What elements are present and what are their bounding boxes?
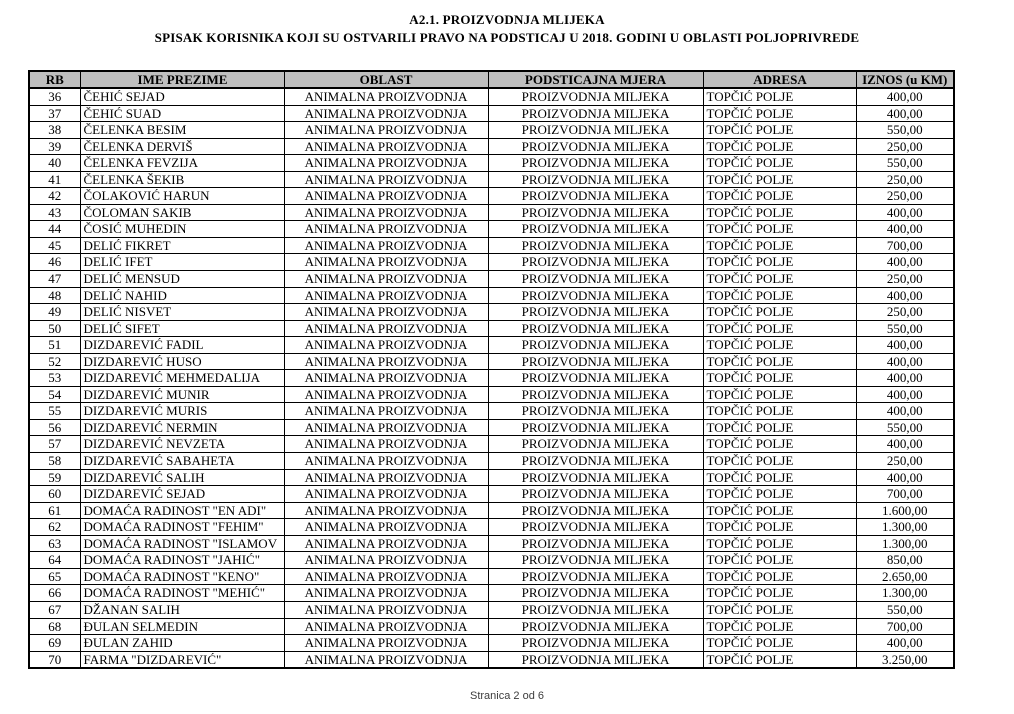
column-header-iznos: IZNOS (u KM) [856, 71, 954, 88]
cell-adresa: TOPČIĆ POLJE [703, 469, 856, 486]
table-row [29, 585, 954, 602]
cell-iznos: 550,00 [856, 419, 954, 436]
cell-adresa: TOPČIĆ POLJE [703, 337, 856, 354]
cell-rb: 70 [29, 651, 80, 668]
cell-adresa: TOPČIĆ POLJE [703, 651, 856, 668]
cell-iznos: 1.300,00 [856, 535, 954, 552]
cell-mjera: PROIZVODNJA MILJEKA [488, 287, 703, 304]
cell-oblast: ANIMALNA PROIZVODNJA [284, 601, 488, 618]
cell-name: ĐULAN SELMEDIN [80, 618, 284, 635]
cell-rb: 66 [29, 585, 80, 602]
cell-rb: 49 [29, 304, 80, 321]
cell-adresa: TOPČIĆ POLJE [703, 171, 856, 188]
cell-rb: 37 [29, 105, 80, 122]
cell-oblast: ANIMALNA PROIZVODNJA [284, 568, 488, 585]
column-header-adresa: ADRESA [703, 71, 856, 88]
table-row [29, 502, 954, 519]
cell-oblast: ANIMALNA PROIZVODNJA [284, 337, 488, 354]
cell-name: DELIĆ IFET [80, 254, 284, 271]
cell-rb: 48 [29, 287, 80, 304]
cell-mjera: PROIZVODNJA MILJEKA [488, 105, 703, 122]
cell-rb: 51 [29, 337, 80, 354]
cell-oblast: ANIMALNA PROIZVODNJA [284, 651, 488, 668]
cell-iznos: 400,00 [856, 254, 954, 271]
cell-rb: 41 [29, 171, 80, 188]
cell-mjera: PROIZVODNJA MILJEKA [488, 651, 703, 668]
cell-name: DELIĆ SIFET [80, 320, 284, 337]
cell-iznos: 250,00 [856, 304, 954, 321]
cell-rb: 47 [29, 271, 80, 288]
cell-adresa: TOPČIĆ POLJE [703, 221, 856, 238]
cell-rb: 38 [29, 122, 80, 139]
cell-name: ČOLOMAN SAKIB [80, 204, 284, 221]
table-row [29, 469, 954, 486]
cell-rb: 68 [29, 618, 80, 635]
cell-adresa: TOPČIĆ POLJE [703, 353, 856, 370]
cell-name: ČELENKA FEVZIJA [80, 155, 284, 172]
cell-rb: 44 [29, 221, 80, 238]
table-row [29, 419, 954, 436]
cell-rb: 50 [29, 320, 80, 337]
cell-adresa: TOPČIĆ POLJE [703, 88, 856, 105]
table-row [29, 370, 954, 387]
cell-adresa: TOPČIĆ POLJE [703, 535, 856, 552]
cell-name: ČEHIĆ SUAD [80, 105, 284, 122]
cell-name: DŽANAN SALIH [80, 601, 284, 618]
table-row [29, 568, 954, 585]
cell-adresa: TOPČIĆ POLJE [703, 237, 856, 254]
cell-name: DIZDAREVIĆ SALIH [80, 469, 284, 486]
cell-mjera: PROIZVODNJA MILJEKA [488, 519, 703, 536]
cell-iznos: 1.300,00 [856, 519, 954, 536]
cell-oblast: ANIMALNA PROIZVODNJA [284, 171, 488, 188]
cell-oblast: ANIMALNA PROIZVODNJA [284, 138, 488, 155]
cell-oblast: ANIMALNA PROIZVODNJA [284, 453, 488, 470]
cell-adresa: TOPČIĆ POLJE [703, 419, 856, 436]
cell-adresa: TOPČIĆ POLJE [703, 519, 856, 536]
table-row [29, 486, 954, 503]
table-row [29, 403, 954, 420]
cell-oblast: ANIMALNA PROIZVODNJA [284, 287, 488, 304]
document-subtitle: SPISAK KORISNIKA KOJI SU OSTVARILI PRAVO NA PODSTICAJ U 2018. GODINI U OBLASTI POLJOPRIVREDE [154, 30, 860, 45]
cell-oblast: ANIMALNA PROIZVODNJA [284, 271, 488, 288]
cell-mjera: PROIZVODNJA MILJEKA [488, 419, 703, 436]
table-body [29, 88, 954, 668]
page-number: Stranica 2 od 6 [470, 690, 544, 702]
cell-iznos: 400,00 [856, 469, 954, 486]
cell-iznos: 3.250,00 [856, 651, 954, 668]
table-row [29, 353, 954, 370]
cell-oblast: ANIMALNA PROIZVODNJA [284, 370, 488, 387]
cell-name: ČEHIĆ SEJAD [80, 88, 284, 105]
cell-name: DOMAĆA RADINOST "KENO" [80, 568, 284, 585]
cell-adresa: TOPČIĆ POLJE [703, 486, 856, 503]
cell-name: DOMAĆA RADINOST "MEHIĆ" [80, 585, 284, 602]
table-row [29, 320, 954, 337]
cell-oblast: ANIMALNA PROIZVODNJA [284, 320, 488, 337]
cell-iznos: 400,00 [856, 204, 954, 221]
cell-name: DIZDAREVIĆ FADIL [80, 337, 284, 354]
cell-adresa: TOPČIĆ POLJE [703, 287, 856, 304]
column-header-mjera: PODSTICAJNA MJERA [488, 71, 703, 88]
cell-name: ČELENKA ŠEKIB [80, 171, 284, 188]
cell-mjera: PROIZVODNJA MILJEKA [488, 436, 703, 453]
cell-rb: 65 [29, 568, 80, 585]
cell-iznos: 550,00 [856, 155, 954, 172]
table-row [29, 635, 954, 652]
cell-mjera: PROIZVODNJA MILJEKA [488, 171, 703, 188]
cell-name: DIZDAREVIĆ HUSO [80, 353, 284, 370]
cell-mjera: PROIZVODNJA MILJEKA [488, 635, 703, 652]
cell-mjera: PROIZVODNJA MILJEKA [488, 188, 703, 205]
cell-oblast: ANIMALNA PROIZVODNJA [284, 486, 488, 503]
cell-oblast: ANIMALNA PROIZVODNJA [284, 469, 488, 486]
table-row [29, 237, 954, 254]
cell-oblast: ANIMALNA PROIZVODNJA [284, 618, 488, 635]
cell-mjera: PROIZVODNJA MILJEKA [488, 585, 703, 602]
cell-iznos: 1.300,00 [856, 585, 954, 602]
cell-adresa: TOPČIĆ POLJE [703, 105, 856, 122]
cell-adresa: TOPČIĆ POLJE [703, 188, 856, 205]
cell-iznos: 250,00 [856, 271, 954, 288]
cell-iznos: 400,00 [856, 370, 954, 387]
cell-rb: 54 [29, 386, 80, 403]
cell-iznos: 2.650,00 [856, 568, 954, 585]
cell-iznos: 400,00 [856, 635, 954, 652]
cell-adresa: TOPČIĆ POLJE [703, 386, 856, 403]
cell-rb: 60 [29, 486, 80, 503]
cell-mjera: PROIZVODNJA MILJEKA [488, 453, 703, 470]
cell-mjera: PROIZVODNJA MILJEKA [488, 221, 703, 238]
column-header-oblast: OBLAST [284, 71, 488, 88]
beneficiaries-table [28, 70, 955, 669]
cell-iznos: 850,00 [856, 552, 954, 569]
cell-mjera: PROIZVODNJA MILJEKA [488, 122, 703, 139]
cell-rb: 36 [29, 88, 80, 105]
cell-name: DELIĆ NISVET [80, 304, 284, 321]
cell-adresa: TOPČIĆ POLJE [703, 453, 856, 470]
table-row [29, 651, 954, 668]
cell-rb: 39 [29, 138, 80, 155]
cell-mjera: PROIZVODNJA MILJEKA [488, 138, 703, 155]
cell-oblast: ANIMALNA PROIZVODNJA [284, 204, 488, 221]
cell-iznos: 400,00 [856, 353, 954, 370]
table-row [29, 453, 954, 470]
cell-rb: 45 [29, 237, 80, 254]
cell-oblast: ANIMALNA PROIZVODNJA [284, 519, 488, 536]
table-header-row [29, 71, 954, 88]
table-row [29, 254, 954, 271]
cell-mjera: PROIZVODNJA MILJEKA [488, 386, 703, 403]
document-header [0, 11, 1014, 47]
table-row [29, 436, 954, 453]
cell-adresa: TOPČIĆ POLJE [703, 138, 856, 155]
cell-rb: 40 [29, 155, 80, 172]
cell-oblast: ANIMALNA PROIZVODNJA [284, 386, 488, 403]
cell-rb: 62 [29, 519, 80, 536]
cell-name: ČOSIĆ MUHEDIN [80, 221, 284, 238]
table-row [29, 552, 954, 569]
cell-iznos: 400,00 [856, 436, 954, 453]
cell-oblast: ANIMALNA PROIZVODNJA [284, 535, 488, 552]
cell-oblast: ANIMALNA PROIZVODNJA [284, 237, 488, 254]
cell-adresa: TOPČIĆ POLJE [703, 320, 856, 337]
document-title: A2.1. PROIZVODNJA MLIJEKA [409, 12, 605, 27]
cell-mjera: PROIZVODNJA MILJEKA [488, 353, 703, 370]
cell-name: DELIĆ NAHID [80, 287, 284, 304]
cell-oblast: ANIMALNA PROIZVODNJA [284, 254, 488, 271]
cell-rb: 59 [29, 469, 80, 486]
cell-rb: 42 [29, 188, 80, 205]
cell-name: DOMAĆA RADINOST "FEHIM" [80, 519, 284, 536]
cell-adresa: TOPČIĆ POLJE [703, 635, 856, 652]
cell-oblast: ANIMALNA PROIZVODNJA [284, 304, 488, 321]
cell-iznos: 400,00 [856, 287, 954, 304]
cell-adresa: TOPČIĆ POLJE [703, 618, 856, 635]
cell-adresa: TOPČIĆ POLJE [703, 552, 856, 569]
cell-name: ĐULAN ZAHID [80, 635, 284, 652]
cell-name: DOMAĆA RADINOST "EN ADI" [80, 502, 284, 519]
cell-adresa: TOPČIĆ POLJE [703, 370, 856, 387]
cell-rb: 57 [29, 436, 80, 453]
cell-rb: 46 [29, 254, 80, 271]
cell-mjera: PROIZVODNJA MILJEKA [488, 618, 703, 635]
cell-adresa: TOPČIĆ POLJE [703, 568, 856, 585]
cell-iznos: 400,00 [856, 403, 954, 420]
cell-iznos: 400,00 [856, 337, 954, 354]
cell-mjera: PROIZVODNJA MILJEKA [488, 320, 703, 337]
cell-adresa: TOPČIĆ POLJE [703, 436, 856, 453]
cell-iznos: 700,00 [856, 618, 954, 635]
cell-adresa: TOPČIĆ POLJE [703, 502, 856, 519]
cell-iznos: 400,00 [856, 221, 954, 238]
cell-oblast: ANIMALNA PROIZVODNJA [284, 585, 488, 602]
cell-iznos: 400,00 [856, 88, 954, 105]
cell-mjera: PROIZVODNJA MILJEKA [488, 486, 703, 503]
table-row [29, 105, 954, 122]
table-row [29, 601, 954, 618]
table-row [29, 535, 954, 552]
cell-name: DIZDAREVIĆ SABAHETA [80, 453, 284, 470]
cell-mjera: PROIZVODNJA MILJEKA [488, 237, 703, 254]
column-header-name: IME PREZIME [80, 71, 284, 88]
cell-adresa: TOPČIĆ POLJE [703, 585, 856, 602]
cell-rb: 63 [29, 535, 80, 552]
cell-oblast: ANIMALNA PROIZVODNJA [284, 122, 488, 139]
cell-oblast: ANIMALNA PROIZVODNJA [284, 436, 488, 453]
cell-mjera: PROIZVODNJA MILJEKA [488, 403, 703, 420]
cell-name: DOMAĆA RADINOST "JAHIĆ" [80, 552, 284, 569]
cell-iznos: 550,00 [856, 122, 954, 139]
cell-name: ČOLAKOVIĆ HARUN [80, 188, 284, 205]
cell-name: DIZDAREVIĆ NERMIN [80, 419, 284, 436]
cell-mjera: PROIZVODNJA MILJEKA [488, 370, 703, 387]
cell-mjera: PROIZVODNJA MILJEKA [488, 601, 703, 618]
cell-adresa: TOPČIĆ POLJE [703, 204, 856, 221]
table-row [29, 155, 954, 172]
table-row [29, 204, 954, 221]
cell-mjera: PROIZVODNJA MILJEKA [488, 155, 703, 172]
cell-iznos: 250,00 [856, 171, 954, 188]
cell-iznos: 550,00 [856, 601, 954, 618]
cell-mjera: PROIZVODNJA MILJEKA [488, 254, 703, 271]
cell-name: DELIĆ MENSUD [80, 271, 284, 288]
cell-rb: 43 [29, 204, 80, 221]
table-row [29, 88, 954, 105]
cell-name: ČELENKA DERVIŠ [80, 138, 284, 155]
cell-mjera: PROIZVODNJA MILJEKA [488, 304, 703, 321]
cell-oblast: ANIMALNA PROIZVODNJA [284, 188, 488, 205]
cell-oblast: ANIMALNA PROIZVODNJA [284, 88, 488, 105]
cell-name: DIZDAREVIĆ MUNIR [80, 386, 284, 403]
cell-oblast: ANIMALNA PROIZVODNJA [284, 221, 488, 238]
cell-adresa: TOPČIĆ POLJE [703, 271, 856, 288]
cell-name: DIZDAREVIĆ MEHMEDALIJA [80, 370, 284, 387]
cell-rb: 64 [29, 552, 80, 569]
cell-adresa: TOPČIĆ POLJE [703, 155, 856, 172]
cell-rb: 67 [29, 601, 80, 618]
cell-name: DIZDAREVIĆ MURIS [80, 403, 284, 420]
cell-name: FARMA "DIZDAREVIĆ" [80, 651, 284, 668]
cell-iznos: 400,00 [856, 386, 954, 403]
cell-oblast: ANIMALNA PROIZVODNJA [284, 155, 488, 172]
table-row [29, 221, 954, 238]
cell-mjera: PROIZVODNJA MILJEKA [488, 568, 703, 585]
cell-rb: 52 [29, 353, 80, 370]
cell-iznos: 550,00 [856, 320, 954, 337]
cell-iznos: 1.600,00 [856, 502, 954, 519]
cell-name: DELIĆ FIKRET [80, 237, 284, 254]
table-row [29, 171, 954, 188]
cell-iznos: 700,00 [856, 486, 954, 503]
cell-iznos: 700,00 [856, 237, 954, 254]
cell-mjera: PROIZVODNJA MILJEKA [488, 502, 703, 519]
cell-adresa: TOPČIĆ POLJE [703, 254, 856, 271]
table-row [29, 304, 954, 321]
cell-rb: 69 [29, 635, 80, 652]
table-row [29, 271, 954, 288]
cell-oblast: ANIMALNA PROIZVODNJA [284, 419, 488, 436]
column-header-rb: RB [29, 71, 80, 88]
cell-adresa: TOPČIĆ POLJE [703, 122, 856, 139]
cell-name: DIZDAREVIĆ NEVZETA [80, 436, 284, 453]
cell-adresa: TOPČIĆ POLJE [703, 304, 856, 321]
cell-iznos: 250,00 [856, 138, 954, 155]
cell-rb: 58 [29, 453, 80, 470]
table-row [29, 618, 954, 635]
cell-rb: 53 [29, 370, 80, 387]
table-row [29, 287, 954, 304]
cell-oblast: ANIMALNA PROIZVODNJA [284, 502, 488, 519]
cell-oblast: ANIMALNA PROIZVODNJA [284, 403, 488, 420]
cell-rb: 61 [29, 502, 80, 519]
table-row [29, 122, 954, 139]
cell-mjera: PROIZVODNJA MILJEKA [488, 271, 703, 288]
cell-name: DIZDAREVIĆ SEJAD [80, 486, 284, 503]
table-row [29, 188, 954, 205]
cell-mjera: PROIZVODNJA MILJEKA [488, 337, 703, 354]
table-row [29, 519, 954, 536]
cell-name: DOMAĆA RADINOST "ISLAMOV [80, 535, 284, 552]
table-row [29, 138, 954, 155]
table-row [29, 337, 954, 354]
cell-rb: 56 [29, 419, 80, 436]
cell-rb: 55 [29, 403, 80, 420]
cell-oblast: ANIMALNA PROIZVODNJA [284, 552, 488, 569]
cell-name: ČELENKA BESIM [80, 122, 284, 139]
cell-mjera: PROIZVODNJA MILJEKA [488, 469, 703, 486]
cell-mjera: PROIZVODNJA MILJEKA [488, 552, 703, 569]
cell-oblast: ANIMALNA PROIZVODNJA [284, 635, 488, 652]
cell-adresa: TOPČIĆ POLJE [703, 601, 856, 618]
cell-mjera: PROIZVODNJA MILJEKA [488, 535, 703, 552]
cell-mjera: PROIZVODNJA MILJEKA [488, 204, 703, 221]
cell-iznos: 250,00 [856, 453, 954, 470]
cell-iznos: 250,00 [856, 188, 954, 205]
cell-oblast: ANIMALNA PROIZVODNJA [284, 105, 488, 122]
cell-oblast: ANIMALNA PROIZVODNJA [284, 353, 488, 370]
table-row [29, 386, 954, 403]
cell-adresa: TOPČIĆ POLJE [703, 403, 856, 420]
cell-iznos: 400,00 [856, 105, 954, 122]
cell-mjera: PROIZVODNJA MILJEKA [488, 88, 703, 105]
